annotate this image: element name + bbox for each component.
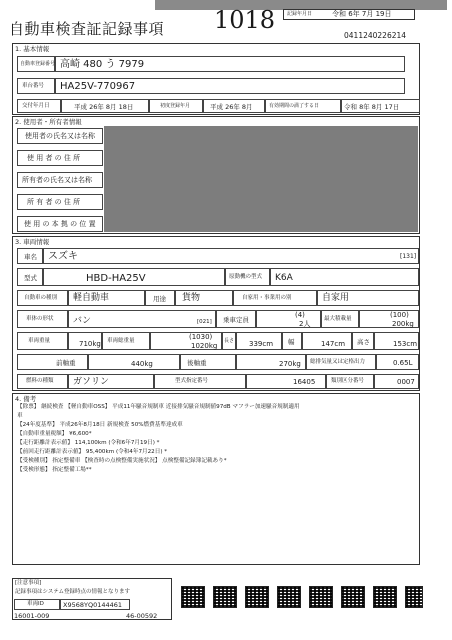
- issue-label: 交付年月日: [22, 103, 50, 109]
- capacity-value-cell: [256, 310, 321, 328]
- qr-code-6: [341, 586, 365, 608]
- type-no-label: 型式指定番号: [175, 378, 209, 384]
- notes-heading: [注意事項]: [15, 580, 42, 586]
- front-axle-value-cell: [88, 354, 180, 370]
- qr-code-8: [405, 586, 423, 608]
- kind-value-cell: [68, 290, 145, 306]
- kind-value: 軽自動車: [73, 293, 110, 303]
- maxload-value: 200kg: [392, 320, 414, 328]
- displacement-value: 0.65L: [393, 359, 413, 367]
- expiry-value-cell: [341, 99, 420, 113]
- gross-label-cell: [102, 332, 150, 350]
- use-value-cell: [175, 290, 233, 306]
- gross-value-top: (1030): [189, 333, 213, 341]
- owner-row-label-cell: [17, 128, 103, 144]
- vehicle-id-value: X9568YQ0144461: [63, 601, 123, 609]
- kind-label: 自動車の種別: [24, 295, 58, 301]
- expiry-label: 有効期間の満了する日: [269, 103, 320, 109]
- output-date-box: [283, 9, 415, 20]
- gross-value-cell: [150, 332, 222, 350]
- height-label: 高さ: [357, 338, 370, 346]
- rear-axle-value-cell: [236, 354, 306, 370]
- remarks-line: 【自動車重量税額】 ¥6,600*: [17, 431, 92, 437]
- reg-number-label: 自動車登録番号: [20, 61, 56, 67]
- rear-axle-label: 後軸重: [187, 359, 207, 367]
- remarks-line: 【除票】 継続検査 【軽自動車OSS】 平成11年騒音規制車 近接排気騒音規制値97dB マフラー加速騒音規制適用: [17, 404, 300, 410]
- owner-row-label-cell: [17, 150, 103, 166]
- owner-row-label-cell: [17, 172, 103, 188]
- maker-label: 車名: [24, 253, 37, 261]
- owner-redaction: [104, 126, 418, 232]
- remarks-line: 【受検種別】 指定整備車 【検査時の点検整備実施状況】 点検整備記録簿記載あり*: [17, 458, 227, 464]
- gross-label: 車両総重量: [107, 338, 135, 344]
- purpose-label-cell: [233, 290, 317, 306]
- front-axle-value: 440kg: [131, 360, 153, 368]
- maker-value: スズキ: [48, 251, 78, 262]
- output-date-value: 令和 6年 7月 19日: [332, 10, 392, 18]
- model-value: HBD-HA25V: [86, 273, 146, 284]
- qr-code-7: [373, 586, 397, 608]
- first-reg-label-cell: [149, 99, 203, 113]
- first-reg-value: 平成 26年 8月: [210, 103, 253, 111]
- section-owner-heading: 2. 使用者・所有者情報: [15, 118, 82, 126]
- remarks-line: 【受検形態】 指定整備工場**: [17, 467, 92, 473]
- vehicle-id-label: 車両ID: [27, 601, 44, 607]
- type-no-value-cell: [246, 374, 326, 389]
- owner-name-label: 所有者の氏名又は名称: [22, 176, 92, 184]
- front-axle-label: 前軸重: [56, 359, 76, 367]
- capacity-label: 乗車定員: [223, 316, 249, 324]
- capacity-label-cell: [216, 310, 256, 328]
- fuel-value: ガソリン: [73, 377, 110, 387]
- length-label: 長さ: [224, 338, 235, 344]
- length-label-cell: [222, 332, 236, 350]
- remarks-line: 【前回走行距離計表示値】 95,400km (令和4年7月22日) *: [17, 449, 168, 455]
- body-code: [021]: [197, 319, 212, 325]
- body-value-cell: [68, 310, 216, 328]
- height-value-cell: [374, 332, 419, 350]
- engine-value: K6A: [275, 273, 293, 283]
- maker-label-cell: [17, 248, 43, 264]
- user-name-label: 使用者の氏名又は名称: [25, 132, 95, 140]
- use-label-cell: [145, 290, 175, 306]
- first-reg-value-cell: [203, 99, 265, 113]
- model-label-cell: [17, 268, 43, 286]
- displacement-value-cell: [376, 354, 419, 370]
- capacity-value: 2人: [299, 320, 311, 328]
- section-remarks: [12, 393, 420, 565]
- chassis-label: 車台番号: [22, 83, 45, 89]
- vehicle-id-value-cell: [60, 599, 130, 610]
- owner-address-label: 所 有 者 の 住 所: [27, 198, 81, 206]
- capacity-value-top: (4): [295, 311, 305, 319]
- width-label-cell: [282, 332, 302, 350]
- qr-code-2: [213, 586, 237, 608]
- width-value: 147cm: [321, 340, 346, 348]
- issue-label-cell: [17, 99, 61, 113]
- model-value-cell: [43, 268, 225, 286]
- body-label: 車体の形状: [26, 316, 54, 322]
- use-value: 貨物: [182, 293, 201, 303]
- document-number: 0411240226214: [344, 31, 407, 40]
- width-label: 幅: [288, 338, 295, 346]
- maxload-value-top: (100): [390, 311, 409, 319]
- owner-row-label-cell: [17, 194, 103, 210]
- weight-value-cell: [68, 332, 102, 350]
- qr-code-1: [181, 586, 205, 608]
- type-no-label-cell: [154, 374, 246, 389]
- reg-number-label-cell: [17, 56, 55, 72]
- engine-label-cell: [225, 268, 270, 286]
- weight-label-cell: [17, 332, 68, 350]
- issue-value-cell: [61, 99, 149, 113]
- issue-value: 平成 26年 8月 18日: [74, 103, 134, 111]
- section-basic-heading: 1. 基本情報: [15, 45, 50, 53]
- purpose-value-cell: [317, 290, 419, 306]
- user-address-label: 使 用 者 の 住 所: [27, 154, 81, 162]
- qr-code-5: [309, 586, 333, 608]
- remarks-line: 【走行距離計表示値】 114,100km (令和6年7月19日) *: [17, 440, 160, 446]
- base-location-label: 使 用 の 本 拠 の 位 置: [24, 220, 96, 228]
- qr-code-4: [277, 586, 301, 608]
- remarks-line: 【24年度基準】 平成26年8月18日 新規検査 50%燃費基準達成車: [17, 422, 183, 428]
- body-value: バン: [73, 316, 92, 326]
- rear-axle-label-cell: [180, 354, 236, 370]
- fuel-label-cell: [17, 374, 68, 389]
- class-no-label-cell: [326, 374, 374, 389]
- width-value-cell: [302, 332, 352, 350]
- fuel-label: 燃料の種類: [26, 378, 54, 384]
- maxload-label: 最大積載量: [324, 316, 352, 322]
- engine-label: 原動機の型式: [229, 274, 263, 280]
- first-reg-label: 初度登録年月: [160, 103, 191, 109]
- length-value: 339cm: [249, 340, 274, 348]
- engine-value-cell: [270, 268, 419, 286]
- purpose-value: 自家用: [322, 293, 350, 303]
- length-value-cell: [236, 332, 282, 350]
- remarks-line: 車: [17, 413, 23, 419]
- weight-label: 車両重量: [28, 338, 51, 344]
- chassis-value: HA25V-770967: [60, 81, 136, 92]
- model-label: 型式: [24, 274, 37, 282]
- height-label-cell: [352, 332, 374, 350]
- output-date-label: 記録年月日: [287, 11, 313, 17]
- height-value: 153cm: [393, 340, 418, 348]
- kind-label-cell: [17, 290, 68, 306]
- class-no-label: 類別区分番号: [331, 378, 365, 384]
- footer-code-right: 46-00592: [126, 612, 158, 620]
- footer-code-left: 16001-009: [14, 612, 50, 620]
- reg-number-value: 高崎 480 う 7979: [60, 59, 145, 70]
- fuel-value-cell: [68, 374, 154, 389]
- weight-value: 710kg: [79, 340, 101, 348]
- owner-row-label-cell: [17, 216, 103, 232]
- document-title: 自動車検査証記録事項: [9, 20, 165, 38]
- maxload-label-cell: [321, 310, 359, 328]
- handwritten-number: 1018: [214, 6, 276, 34]
- reg-number-value-cell: [55, 56, 405, 72]
- class-no-value: 0007: [397, 378, 415, 386]
- maxload-value-cell: [359, 310, 419, 328]
- section-remarks-heading: 4. 備考: [15, 395, 37, 403]
- maker-value-cell: [43, 248, 419, 264]
- displacement-label-cell: [306, 354, 376, 370]
- rear-axle-value: 270kg: [279, 360, 301, 368]
- front-axle-label-cell: [17, 354, 88, 370]
- type-no-value: 16405: [293, 378, 316, 386]
- class-no-value-cell: [374, 374, 419, 389]
- gross-value: 1020kg: [191, 342, 218, 350]
- chassis-label-cell: [17, 78, 55, 94]
- body-label-cell: [17, 310, 68, 328]
- use-label: 用途: [153, 295, 166, 303]
- expiry-value: 令和 8年 8月 17日: [344, 103, 400, 111]
- displacement-label: 総排気量又は定格出力: [310, 359, 366, 365]
- chassis-value-cell: [55, 78, 405, 94]
- expiry-label-cell: [265, 99, 341, 113]
- vehicle-id-label-cell: [14, 599, 60, 610]
- purpose-label: 自家用・事業用の別: [242, 295, 292, 301]
- section-vehicle-heading: 3. 車両情報: [15, 238, 50, 246]
- notes-text: 記録事項はシステム登録時点の情報となります: [15, 589, 130, 595]
- maker-code: [131]: [400, 253, 417, 260]
- qr-code-3: [245, 586, 269, 608]
